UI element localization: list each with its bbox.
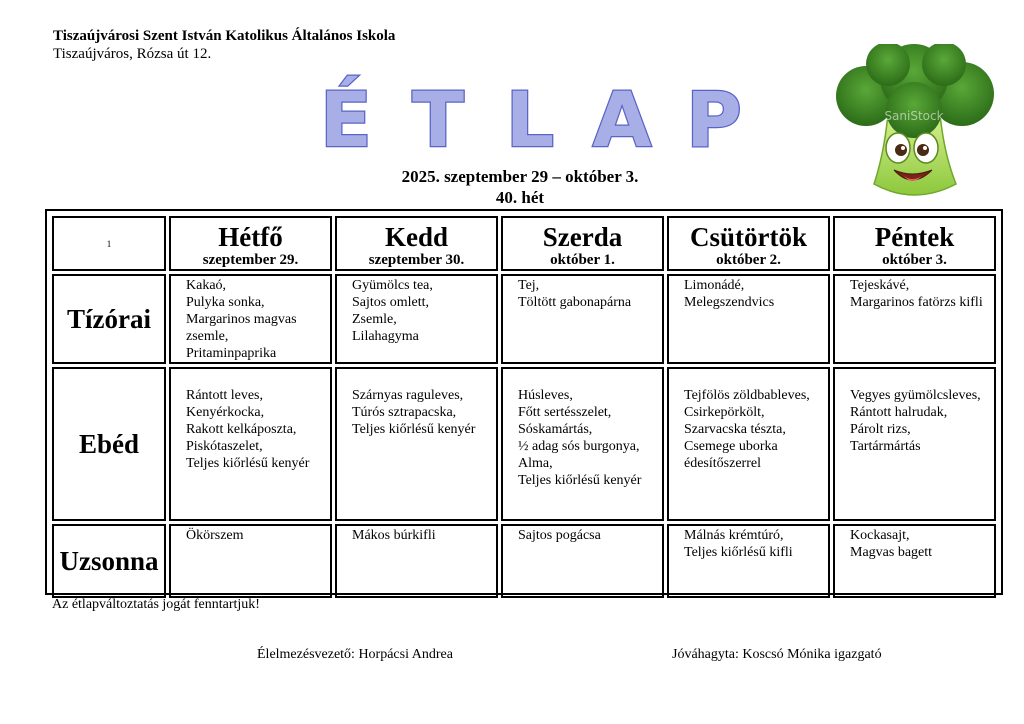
title-letter: L	[505, 75, 555, 152]
signature-principal: Jóváhagyta: Koscsó Mónika igazgató	[672, 647, 882, 662]
menu-item: Málnás krémtúró,	[684, 528, 784, 543]
date-range: 2025. szeptember 29 – október 3.	[401, 167, 639, 186]
school-header	[53, 27, 395, 63]
day-date: október 3.	[882, 252, 947, 268]
menu-item: Túrós sztrapacska,	[352, 405, 457, 420]
menu-cell	[169, 274, 332, 364]
day-name: Kedd	[384, 222, 449, 252]
menu-cell	[335, 524, 498, 598]
menu-cell	[667, 367, 830, 521]
menu-item: Csirkepörkölt,	[684, 405, 765, 420]
menu-item: Lilahagyma	[352, 329, 419, 344]
menu-item: Sajtos omlett,	[352, 295, 429, 310]
menu-item: Ökörszem	[186, 528, 244, 543]
menu-item: Párolt rizs,	[850, 422, 911, 437]
menu-item: Vegyes gyümölcsleves,	[850, 388, 981, 403]
menu-item: Mákos búrkifli	[352, 528, 436, 543]
menu-cell	[169, 524, 332, 598]
day-name: Hétfő	[218, 222, 283, 252]
day-name: Csütörtök	[689, 222, 807, 252]
menu-item: Sajtos pogácsa	[518, 528, 601, 543]
menu-item: Sóskamártás,	[518, 422, 593, 437]
menu-item: Margarinos magvas zsemle,	[186, 312, 297, 344]
meal-row	[52, 524, 996, 598]
menu-item: Főtt sertésszelet,	[518, 405, 612, 420]
menu-item: Melegszendvics	[684, 295, 775, 310]
menu-cell	[501, 367, 664, 521]
meal-row	[52, 367, 996, 521]
meal-label: Uzsonna	[52, 524, 166, 598]
change-notice: Az étlapváltoztatás jogát fenntartjuk!	[52, 597, 260, 612]
menu-item: Tej,	[518, 278, 540, 293]
menu-item: Teljes kiőrlésű kenyér	[352, 422, 476, 437]
menu-item: Kakaó,	[186, 278, 227, 293]
title-letter: É	[320, 75, 372, 152]
menu-item: Tejfölös zöldbableves,	[684, 388, 810, 403]
week-number: 40. hét	[495, 188, 545, 207]
title-letter: A	[592, 75, 652, 152]
menu-cell	[833, 367, 996, 521]
menu-cell	[501, 274, 664, 364]
menu-cell	[667, 524, 830, 598]
menu-item: Húsleves,	[518, 388, 573, 403]
meal-label: Ebéd	[52, 367, 166, 521]
menu-cell	[335, 367, 498, 521]
day-date: október 2.	[716, 252, 781, 268]
menu-item: Szarvacska tészta,	[684, 422, 786, 437]
day-header	[335, 216, 498, 271]
day-name: Szerda	[542, 222, 623, 252]
day-header	[833, 216, 996, 271]
day-header	[501, 216, 664, 271]
menu-item: Teljes kiőrlésű kenyér	[518, 473, 642, 488]
signature-food-manager: Élelmezésvezető: Horpácsi Andrea	[257, 647, 453, 662]
menu-item: Teljes kiőrlésű kenyér	[186, 456, 310, 471]
etlap-title	[300, 62, 760, 152]
day-header	[667, 216, 830, 271]
menu-item: Töltött gabonapárna	[518, 295, 632, 310]
day-header	[169, 216, 332, 271]
school-address: Tiszaújváros, Rózsa út 12.	[53, 46, 212, 62]
school-name: Tiszaújvárosi Szent István Katolikus Általános Iskola	[53, 28, 396, 44]
menu-item: Tartármártás	[850, 439, 921, 454]
meal-row	[52, 274, 996, 364]
menu-item: Rántott leves,	[186, 388, 263, 403]
day-header-row	[52, 216, 996, 271]
menu-item: Gyümölcs tea,	[352, 278, 433, 293]
broccoli-mascot-icon	[826, 44, 1002, 204]
menu-item: Rakott kelkáposzta,	[186, 422, 297, 437]
menu-item: ½ adag sós burgonya,	[518, 439, 640, 454]
menu-item: Alma,	[518, 456, 553, 471]
menu-cell	[501, 524, 664, 598]
menu-item: Szárnyas raguleves,	[352, 388, 464, 403]
menu-cell	[667, 274, 830, 364]
menu-item: Kockasajt,	[850, 528, 910, 543]
menu-item: Magvas bagett	[850, 545, 933, 560]
menu-item: Rántott halrudak,	[850, 405, 948, 420]
meal-label: Tízórai	[52, 274, 166, 364]
corner-cell: 1	[52, 216, 166, 271]
day-date: szeptember 29.	[202, 252, 299, 268]
day-name: Péntek	[874, 222, 955, 252]
menu-item: Margarinos fatörzs kifli	[850, 295, 983, 310]
menu-item: Csemege uborka édesítőszerrel	[684, 439, 778, 471]
day-date: október 1.	[550, 252, 615, 268]
menu-item: Limonádé,	[684, 278, 745, 293]
menu-item: Pulyka sonka,	[186, 295, 265, 310]
title-letter: P	[686, 75, 742, 152]
menu-item: Kenyérkocka,	[186, 405, 265, 420]
menu-cell	[335, 274, 498, 364]
menu-cell	[169, 367, 332, 521]
day-date: szeptember 30.	[368, 252, 465, 268]
menu-item: Zsemle,	[352, 312, 397, 327]
title-letter: T	[412, 75, 464, 152]
watermark-text: SaniStock	[884, 109, 944, 123]
menu-cell	[833, 524, 996, 598]
menu-item: Pritaminpaprika	[186, 346, 277, 361]
date-block	[300, 166, 740, 208]
menu-table	[45, 209, 1003, 595]
menu-item: Piskótaszelet,	[186, 439, 263, 454]
menu-item: Tejeskávé,	[850, 278, 910, 293]
menu-cell	[833, 274, 996, 364]
menu-item: Teljes kiőrlésű kifli	[684, 545, 793, 560]
